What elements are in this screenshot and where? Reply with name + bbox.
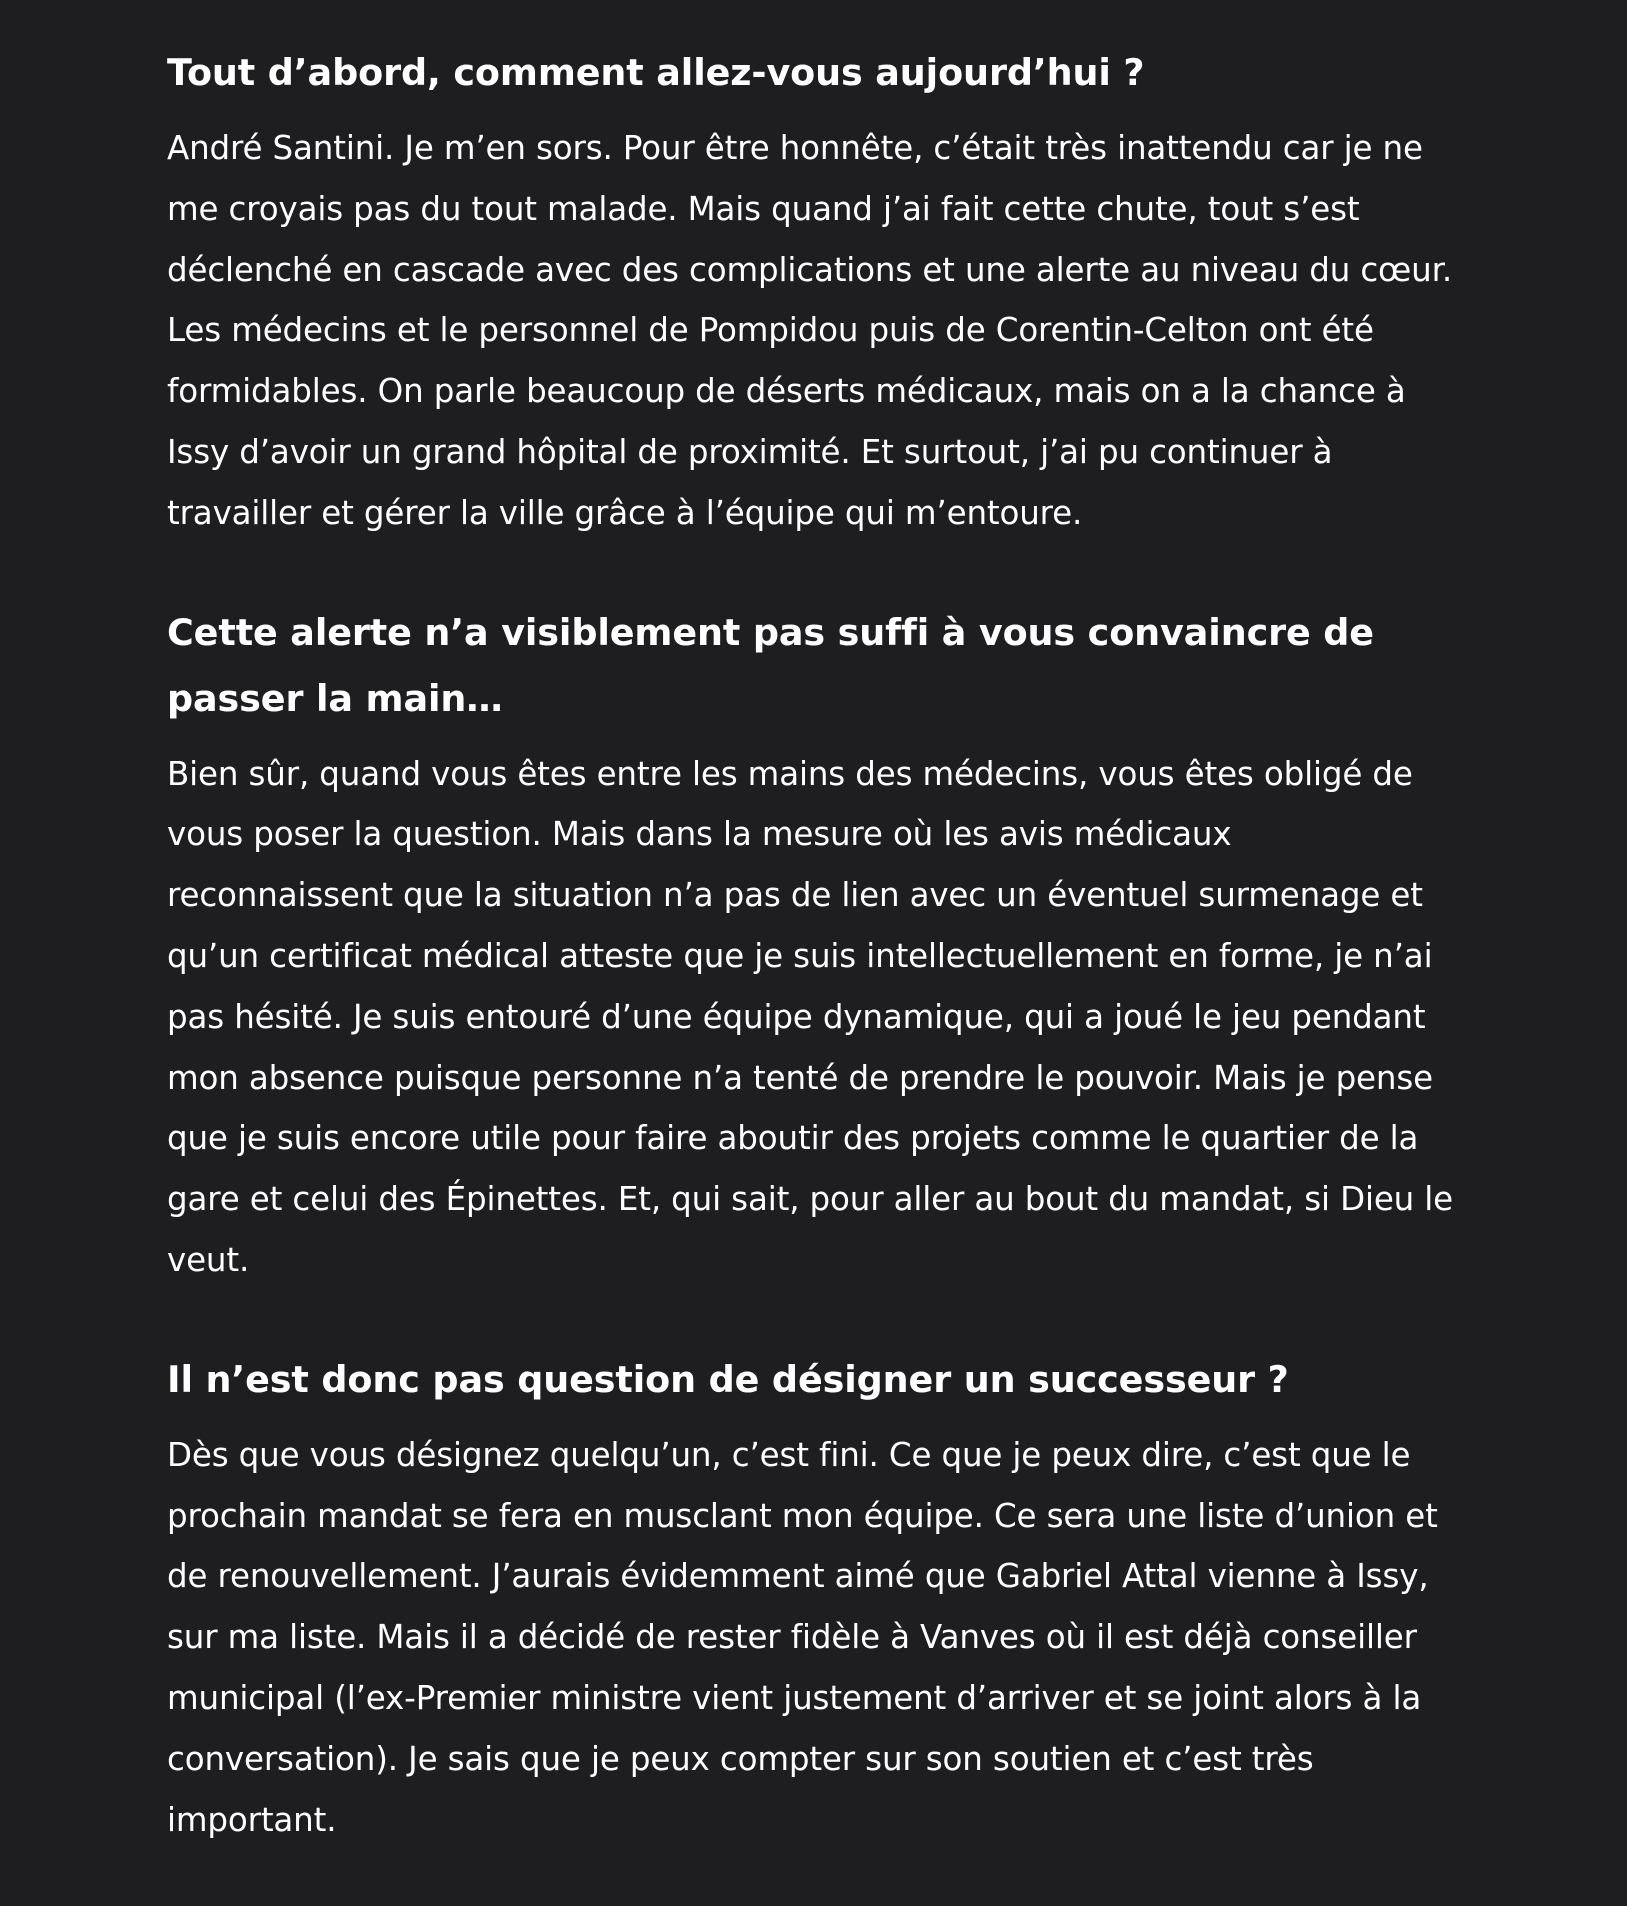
interview-answer-2: Bien sûr, quand vous êtes entre les mains des médecins, vous êtes obligé de vous poser la question. Mais dans la mesure où les avis médicaux reconnaissent que la situation n’a pas de lien avec un éventuel surmenage et qu’un certificat médical atteste que je suis intellectuellement en forme, je n’ai pas hésité. Je suis entouré d’une équipe dynamique, qui a joué le jeu pendant mon absence puisque personne n’a tenté de prendre le pouvoir. Mais je pense que je suis encore utile pour faire aboutir des projets comme le quartier de la gare et celui des Épinettes. Et, qui sait, pour aller au bout du mandat, si Dieu le veut. <box>167 754 1454 1279</box>
interview-answer-3: Dès que vous désignez quelqu’un, c’est fini. Ce que je peux dire, c’est que le prochain mandat se fera en musclant mon équipe. Ce sera une liste d’union et de renouvellement. J’aurais évidemment aimé que Gabriel Attal vienne à Issy, sur ma liste. Mais il a décidé de rester fidèle à Vanves où il est déjà conseiller municipal (l’ex-Premier ministre vient justement d’arriver et se joint alors à la conversation). Je sais que je peux compter sur son soutien et c’est très important. <box>167 1435 1438 1839</box>
interview-block-3 <box>167 1347 1467 1851</box>
article-body <box>167 40 1467 1906</box>
interview-question-1: Tout d’abord, comment allez-vous aujourd’hui ? <box>167 51 1145 94</box>
interview-block-2 <box>167 600 1467 1291</box>
interview-question-3: Il n’est donc pas question de désigner un successeur ? <box>167 1357 1289 1401</box>
interview-block-1 <box>167 40 1467 544</box>
interview-answer-1: André Santini. Je m’en sors. Pour être honnête, c’était très inattendu car je ne me croyais pas du tout malade. Mais quand j’ai fait cette chute, tout s’est déclenché en cascade avec des complications et une alerte au niveau du cœur. Les médecins et le personnel de Pompidou puis de Corentin-Celton ont été formidables. On parle beaucoup de déserts médicaux, mais on a la chance à Issy d’avoir un grand hôpital de proximité. Et surtout, j’ai pu continuer à travailler et gérer la ville grâce à l’équipe qui m’entoure. <box>167 129 1453 532</box>
interview-question-2: Cette alerte n’a visiblement pas suffi à vous convaincre de passer la main… <box>167 610 1374 720</box>
